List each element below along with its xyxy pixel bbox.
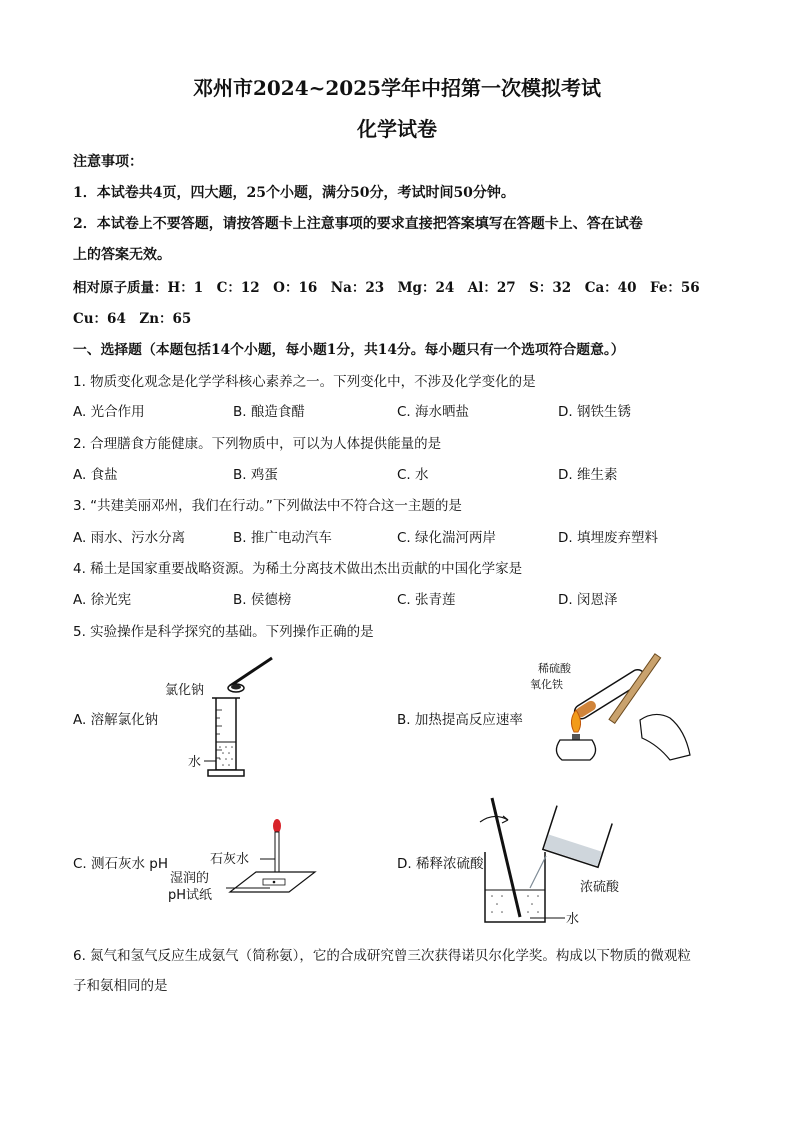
question-3-stem: 3. “共建美丽邓州，我们在行动。”下列做法中不符合这一主题的是 xyxy=(73,498,462,514)
question-5-stem: 5. 实验操作是科学探究的基础。下列操作正确的是 xyxy=(73,624,374,640)
figure-b-heating xyxy=(530,660,700,770)
figure-d-label-water: 水 xyxy=(566,912,580,927)
cylinder-graduations xyxy=(216,710,222,758)
note-item-2-cont: 上的答案无效。 xyxy=(73,247,171,263)
atomic-mass-line-2: Cu：64 Zn：65 xyxy=(73,311,192,327)
figure-a-label-water: 水 xyxy=(188,755,202,770)
water-dots xyxy=(219,746,233,766)
question-2-option-b[interactable]: B. 鸡蛋 xyxy=(233,467,278,483)
question-3-option-c[interactable]: C. 绿化湍河两岸 xyxy=(397,530,497,546)
question-3-option-b[interactable]: B. 推广电动汽车 xyxy=(233,530,332,546)
figure-b-label-acid: 稀硫酸 xyxy=(538,662,571,675)
question-4-stem: 4. 稀土是国家重要战略资源。为稀土分离技术做出杰出贡献的中国化学家是 xyxy=(73,561,523,577)
dropper-tube xyxy=(275,832,279,877)
section-1-heading: 一、选择题（本题包括14个小题，每小题1分，共14分。每小题只有一个选项符合题意。） xyxy=(73,342,625,358)
question-1-option-c[interactable]: C. 海水晒盐 xyxy=(397,404,470,420)
test-tube xyxy=(572,667,647,721)
ph-paper-drop xyxy=(273,881,276,884)
dropper-bulb xyxy=(273,819,281,833)
figure-c-label-limewater: 石灰水 xyxy=(210,852,250,867)
question-2-option-d[interactable]: D. 维生素 xyxy=(558,467,618,483)
question-4-option-a[interactable]: A. 徐光宪 xyxy=(73,592,132,608)
question-5-option-d[interactable]: D. 稀释浓硫酸 xyxy=(397,856,484,872)
note-item-2: 2．本试卷上不要答题，请按答题卡上注意事项的要求直接把答案填写在答题卡上、答在试卷 xyxy=(73,216,643,232)
figure-c-ph-test xyxy=(160,810,330,910)
question-2-option-c[interactable]: C. 水 xyxy=(397,467,429,483)
figure-c-label-ph-paper: pH试纸 xyxy=(168,888,213,903)
question-3-option-d[interactable]: D. 填埋废弃塑料 xyxy=(558,530,658,546)
alcohol-lamp xyxy=(556,740,595,760)
figure-d-label-acid: 浓硫酸 xyxy=(580,880,620,895)
spoon-handle xyxy=(230,658,272,686)
question-1-stem: 1. 物质变化观念是化学学科核心素养之一。下列变化中，不涉及化学变化的是 xyxy=(73,374,536,390)
figure-a-dissolve-nacl xyxy=(160,650,300,790)
exam-subtitle: 化学试卷 xyxy=(357,117,437,141)
lamp-wick xyxy=(572,734,580,740)
question-5-option-c[interactable]: C. 测石灰水 pH xyxy=(73,856,169,872)
question-3-option-a[interactable]: A. 雨水、污水分离 xyxy=(73,530,186,546)
question-1-option-a[interactable]: A. 光合作用 xyxy=(73,404,145,420)
beaker xyxy=(485,852,545,922)
question-4-option-c[interactable]: C. 张青莲 xyxy=(397,592,456,608)
atomic-mass-line-1: 相对原子质量：H：1 C：12 O：16 Na：23 Mg：24 Al：27 S：32 Ca：40 Fe：56 xyxy=(73,280,700,296)
figure-c-label-moist: 湿润的 xyxy=(170,871,210,886)
notes-heading: 注意事项： xyxy=(73,154,143,170)
note-item-1: 1．本试卷共4页，四大题，25个小题，满分50分，考试时间50分钟。 xyxy=(73,185,515,201)
question-1-option-b[interactable]: B. 酿造食醋 xyxy=(233,404,305,420)
question-5-option-a[interactable]: A. 溶解氯化钠 xyxy=(73,712,159,728)
cylinder-base xyxy=(208,770,244,776)
question-2-stem: 2. 合理膳食方能健康。下列物质中，可以为人体提供能量的是 xyxy=(73,436,442,452)
question-4-option-b[interactable]: B. 侯德榜 xyxy=(233,592,292,608)
question-6-stem-line-1: 6. 氮气和氢气反应生成氨气（简称氨），它的合成研究曾三次获得诺贝尔化学奖。构成以下物质的微观粒 xyxy=(73,948,691,964)
pouring-beaker xyxy=(543,806,612,868)
exam-title: 邓州市2024~2025学年中招第一次模拟考试 xyxy=(192,76,602,100)
question-5-option-b[interactable]: B. 加热提高反应速率 xyxy=(397,712,523,728)
question-2-option-a[interactable]: A. 食盐 xyxy=(73,467,118,483)
figure-d-dilution xyxy=(470,792,650,932)
figure-b-label-oxide: 氧化铁 xyxy=(530,678,563,691)
question-1-option-d[interactable]: D. 钢铁生锈 xyxy=(558,404,631,420)
hand xyxy=(640,714,690,760)
acid-stream xyxy=(530,856,546,888)
nacl-powder xyxy=(231,685,241,690)
question-4-option-d[interactable]: D. 闵恩泽 xyxy=(558,592,618,608)
figure-a-label-nacl: 氯化钠 xyxy=(165,683,205,698)
question-6-stem-line-2: 子和氨相同的是 xyxy=(73,978,168,994)
